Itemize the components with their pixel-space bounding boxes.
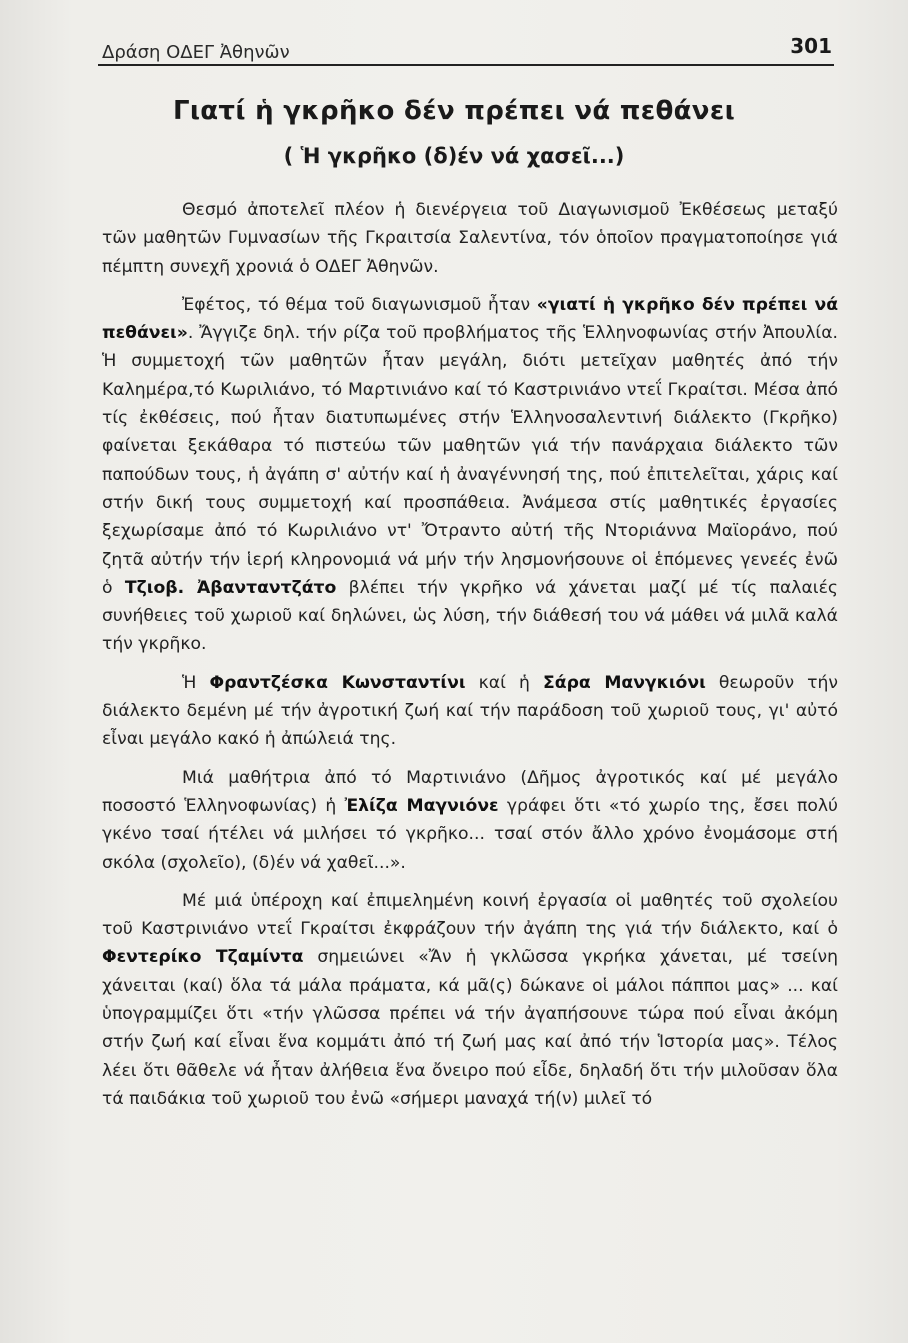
paragraph-1: Θεσμό ἀποτελεῖ πλέον ἡ διενέργεια τοῦ Διαγωνισμοῦ Ἐκθέσεως μεταξύ τῶν μαθητῶν Γυμνασίων τῆς Γκραιτσία Σαλεντίνα, τόν ὁποῖον πραγματοποίησε γιά πέμπτη συνεχῆ χρονιά ὁ ΟΔΕΓ Ἀθηνῶν. — [102, 200, 838, 277]
student-name: Ἐλίζα Μαγνιόνε — [344, 795, 499, 816]
student-name: Σάρα Μανγκιόνι — [543, 672, 706, 693]
paragraph-5: Μέ μιά ὑπέροχη καί ἐπιμελημένη κοινή ἐργασία οἱ μαθητές τοῦ σχολείου τοῦ Καστρινιάνο ντεΐ Γκραίτσι ἐκφράζουν τήν ἀγάπη της γιά τήν διάλεκτο, καί ὁ Φεντερίκο Τζαμίντα σημειώνει «Ἄν ἡ γκλῶσσα γκρήκα χάνεται, μέ τσείνη χάνειται (καί) ὅλα τά μάλα πράματα, κά μᾶ(ς) δώκανε οἱ μάλοι πάπποι μας» ... καί ὑπογραμμίζει ὅτι «τήν γλῶσσα πρέπει νά τήν ἀγαπήσουνε τώρα πού εἶναι ἀκόμη στήν ζωή καί εἶναι ἕνα κομμάτι ἀπό τή ζωή μας καί ἀπό τήν Ἱστορία μας». Τέλος λέει ὅτι θᾶθελε νά ἦταν ἀλήθεια ἕνα ὄνειρο πού εἶδε, δηλαδή ὅτι τήν μιλοῦσαν ὅλα τά παιδάκια τοῦ χωριοῦ του ἐνῶ «σήμερι μαναχά τή(ν) μιλεῖ τό — [102, 890, 838, 1109]
paragraph-3: Ἡ Φραντζέσκα Κωνσταντίνι καί ἡ Σάρα Μανγκιόνι θεωροῦν τήν διάλεκτο δεμένη μέ τήν ἀγροτική ζωή καί τήν παράδοση τοῦ χωριοῦ τους, γι' αὐτό εἶναι μεγάλο κακό ἡ ἀπώλειά της. — [102, 672, 838, 750]
page-header — [98, 30, 834, 66]
running-head: Δράση ΟΔΕΓ Ἀθηνῶν — [102, 42, 290, 63]
paragraph-4: Μιά μαθήτρια ἀπό τό Μαρτινιάνο (Δῆμος ἀγροτικός καί μέ μεγάλο ποσοστό Ἑλληνοφωνίας) ἡ Ἐλίζα Μαγνιόνε γράφει ὅτι «τό χωρίο της, ἔσει πολύ γκένο τσαί ήτέλει νά μιλήσει τό γκρῆκο... τσαί στόν ἄλλο χρόνο ἐνομάσομε στή σκόλα (σχολεῖο), (δ)έν νά χαθεῖ...». — [102, 767, 838, 873]
article-title: Γιατί ἡ γκρῆκο δέν πρέπει νά πεθάνει — [172, 96, 736, 126]
paragraph-2: Ἐφέτος, τό θέμα τοῦ διαγωνισμοῦ ἦταν «γιατί ἡ γκρῆκο δέν πρέπει νά πεθάνει». Ἄγγιζε δηλ. τήν ρίζα τοῦ προβλήματος τῆς Ἑλληνοφωνίας στήν Ἀπουλία. Ἡ συμμετοχή τῶν μαθητῶν ἦταν μεγάλη, διότι μετεῖχαν μαθητές ἀπό τήν Καλημέρα,τό Κωριλιάνο, τό Μαρτινιάνο καί τό Καστρινιάνο ντεΐ Γκραίτσι. Μέσα ἀπό τίς ἐκθέσεις, πού ἦταν διατυπωμένες στήν Ἑλληνοσαλεντινή διάλεκτο (Γκρῆκο) φαίνεται ξεκάθαρα τό πιστεύω τῶν μαθητῶν γιά τήν πανάρχαια διάλεκτο τῶν παπούδων τους, ἡ ἀγάπη σ' αὐτήν καί ἡ ἀναγέννησή της, πού ἐπιτελεῖται, χάρις καί στήν δική τους συμμετοχή καί προσπάθεια. Ἀνάμεσα στίς μαθητικές ἐργασίες ξεχωρίσαμε ἀπό τό Κωριλιάνο ντ' Ὄτραντο αὐτή τῆς Ντοριάννα Μαϊοράνο, πού ζητᾶ αὐτήν τήν ἱερή κληρονομιά νά μήν τήν λησμονήσουνε οἱ ἑπόμενες γενεές ἐνῶ ὁ Τζιοβ. Ἀβανταντζάτο βλέπει τήν γκρῆκο νά χάνεται μαζί μέ τίς παλαιές συνήθειες τοῦ χωριοῦ καί δηλώνει, ὡς λύση, τήν διάθεσή του νά μάθει νά μιλᾶ καλά τήν γκρῆκο. — [102, 294, 838, 655]
student-name: Φραντζέσκα Κωνσταντίνι — [209, 672, 466, 693]
contest-topic: «γιατί ἡ γκρῆκο δέν πρέπει νά πεθάνει» — [102, 294, 838, 344]
article-subtitle: ( Ἡ γκρῆκο (δ)έν νά χασεῖ...) — [283, 144, 625, 168]
page-number: 301 — [790, 34, 832, 58]
student-name: Φεντερίκο Τζαμίντα — [102, 947, 304, 968]
student-name: Τζιοβ. Ἀβανταντζάτο — [124, 577, 337, 598]
article-body — [102, 196, 838, 1123]
